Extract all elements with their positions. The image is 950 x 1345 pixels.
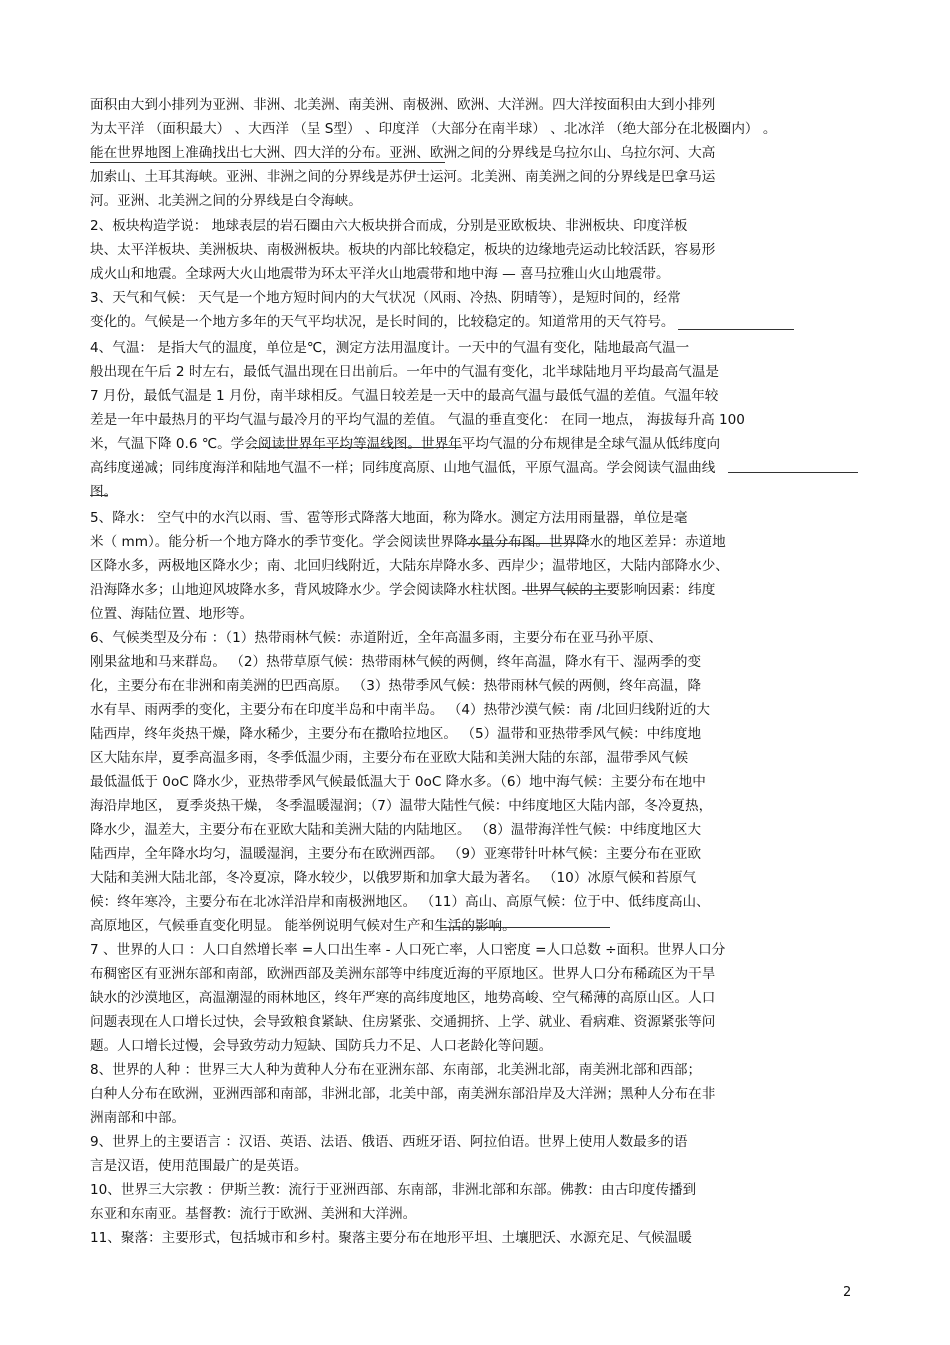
text-line: 图。: [90, 484, 118, 500]
text-line: 10、世界三大宗教 ：伊斯兰教：流行于亚洲西部、东南部，非洲北部和东部。佛教：由古印度传播到: [90, 1182, 697, 1198]
underline: [90, 495, 108, 496]
underline: [678, 329, 794, 330]
text-line: 变化的。气候是一个地方多年的天气平均状况，是长时间的，比较稳定的。知道常用的天气符号。: [90, 314, 675, 330]
text-line: 区降水多，两极地区降水少；南、北回归线附近，大陆东岸降水多、西岸少；温带地区，大陆内部降水少、: [90, 558, 729, 574]
text-line: 白种人分布在欧洲，亚洲西部和南部，非洲北部，北美中部，南美洲东部沿岸及大洋洲；黑种人分布在非: [90, 1086, 716, 1102]
text-line: 9、世界上的主要语言 ：汉语、英语、法语、俄语、西班牙语、阿拉伯语。世界上使用人数最多的语: [90, 1134, 688, 1150]
text-line: 候：终年寒冷，主要分布在北冰洋沿岸和南极洲地区。 （11）高山、高原气候：位于中、低纬度高山、: [90, 894, 710, 910]
underline: [522, 590, 612, 591]
text-line: 水有旱、雨两季的变化，主要分布在印度半岛和中南半岛。 （4）热带沙漠气候：南 /北回归线附近的大: [90, 702, 710, 718]
text-line: 能在世界地图上准确找出七大洲、四大洋的分布。亚洲、欧洲之间的分界线是乌拉尔山、乌拉尔河、大高: [90, 145, 716, 161]
text-line: 题。人口增长过慢，会导致劳动力短缺、国防兵力不足、人口老龄化等问题。: [90, 1038, 553, 1054]
text-line: 7 月份，最低气温是 1 月份，南半球相反。气温日较差是一天中的最高气温与最低气温的差值。气温年较: [90, 388, 719, 404]
text-line: 位置、海陆位置、地形等。: [90, 606, 254, 622]
text-line: 大陆和美洲大陆北部，冬冷夏凉，降水较少，以俄罗斯和加拿大最为著名。 （10）冰原气候和苔原气: [90, 870, 697, 886]
text-line: 刚果盆地和马来群岛。 （2）热带草原气候：热带雨林气候的两侧，终年高温，降水有干、湿两季的变: [90, 654, 702, 670]
text-line: 块、太平洋板块、美洲板块、南极洲板块。板块的内部比较稳定，板块的边缘地壳运动比较活跃，容易形: [90, 242, 716, 258]
text-line: 般出现在午后 2 时左右，最低气温出现在日出前后。一年中的气温有变化，北半球陆地月平均最高气温是: [90, 364, 720, 380]
text-line: 东亚和东南亚。基督教：流行于欧洲、美洲和大洋洲。: [90, 1206, 417, 1222]
text-line: 差是一年中最热月的平均气温与最冷月的平均气温的差值。 气温的垂直变化： 在同一地点， 海拔每升高 100: [90, 412, 745, 428]
text-line: 陆西岸，全年降水均匀，温暖湿润，主要分布在欧洲西部。 （9）亚寒带针叶林气候：主要分布在亚欧: [90, 846, 702, 862]
underline: [252, 447, 462, 448]
text-line: 8、世界的人种 ：世界三大人种为黄种人分布在亚洲东部、东南部，北美洲北部，南美洲北部和西部；: [90, 1062, 702, 1078]
text-line: 米，气温下降 0.6 ℃。学会阅读世界年平均等温线图。世界年平均气温的分布规律是全球气温从低纬度向: [90, 436, 721, 452]
text-line: 沿海降水多；山地迎风坡降水多，背风坡降水少。学会阅读降水柱状图。世界气候的主要影响因素：纬度: [90, 582, 716, 598]
text-line: 最低温低于 0oC 降水少，亚热带季风气候最低温大于 0oC 降水多。（6）地中海气候：主要分布在地中: [90, 774, 706, 790]
text-line: 海沿岸地区， 夏季炎热干燥， 冬季温暖湿润；（7）温带大陆性气候：中纬度地区大陆内部，冬冷夏热，: [90, 798, 713, 814]
text-line: 问题表现在人口增长过快，会导致粮食紧缺、住房紧张、交通拥挤、上学、就业、看病难、资源紧张等问: [90, 1014, 716, 1030]
text-line: 7 、世界的人口 ：人口自然增长率 =人口出生率 - 人口死亡率，人口密度 =人口总数 ÷面积。世界人口分: [90, 942, 726, 958]
text-line: 区大陆东岸，夏季高温多雨，冬季低温少雨，主要分布在亚欧大陆和美洲大陆的东部，温带季风气候: [90, 750, 689, 766]
text-line: 成火山和地震。全球两大火山地震带为环太平洋火山地震带和地中海 — 喜马拉雅山火山地震带。: [90, 266, 670, 282]
text-line: 河。亚洲、北美洲之间的分界线是白令海峡。: [90, 193, 362, 209]
underline: [90, 162, 445, 163]
text-line: 布稠密区有亚洲东部和南部，欧洲西部及美洲东部等中纬度近海的平原地区。世界人口分布稀疏区为干旱: [90, 966, 716, 982]
text-line: 面积由大到小排列为亚洲、非洲、北美洲、南美洲、南极洲、欧洲、大洋洲。四大洋按面积由大到小排列: [90, 97, 716, 113]
text-line: 加索山、土耳其海峡。亚洲、非洲之间的分界线是苏伊士运河。北美洲、南美洲之间的分界线是巴拿马运: [90, 169, 716, 185]
text-line: 2、板块构造学说： 地球表层的岩石圈由六大板块拼合而成，分别是亚欧板块、非洲板块、印度洋板: [90, 218, 688, 234]
text-line: 3、天气和气候： 天气是一个地方短时间内的大气状况（风雨、冷热、阴晴等），是短时间的，经常: [90, 290, 681, 306]
text-line: 降水少，温差大，主要分布在亚欧大陆和美洲大陆的内陆地区。 （8）温带海洋性气候：中纬度地区大: [90, 822, 702, 838]
text-line: 为太平洋 （面积最大） 、大西洋 （呈 S型） 、印度洋 （大部分在南半球） 、北冰洋 （绝大部分在北极圈内） 。: [90, 121, 777, 137]
text-line: 洲南部和中部。: [90, 1110, 186, 1126]
text-line: 米（ mm）。能分析一个地方降水的季节变化。学会阅读世界降水量分布图。世界降水的地区差异：赤道地: [90, 534, 726, 550]
text-line: 高纬度递减；同纬度海洋和陆地气温不一样；同纬度高原、山地气温低，平原气温高。学会阅读气温曲线: [90, 460, 716, 476]
text-line: 陆西岸，终年炎热干燥，降水稀少，主要分布在撒哈拉地区。 （5）温带和亚热带季风气候：中纬度地: [90, 726, 702, 742]
text-line: 11、聚落：主要形式，包括城市和乡村。聚落主要分布在地形平坦、土壤肥沃、水源充足、气候温暖: [90, 1230, 692, 1246]
underline: [728, 472, 858, 473]
text-line: 高原地区，气候垂直变化明显。 能举例说明气候对生产和生活的影响。: [90, 918, 516, 934]
text-line: 5、降水： 空气中的水汽以雨、雪、雹等形式降落大地面，称为降水。测定方法用雨量器，单位是毫: [90, 510, 688, 526]
underline: [440, 927, 610, 928]
underline: [466, 543, 586, 544]
text-line: 缺水的沙漠地区，高温潮湿的雨林地区，终年严寒的高纬度地区，地势高峻、空气稀薄的高原山区。人口: [90, 990, 716, 1006]
text-line: 6、气候类型及分布 ：（1）热带雨林气候：赤道附近，全年高温多雨，主要分布在亚马孙平原、: [90, 630, 663, 646]
text-line: 4、气温： 是指大气的温度，单位是℃，测定方法用温度计。一天中的气温有变化，陆地最高气温一: [90, 340, 690, 356]
text-line: 化，主要分布在非洲和南美洲的巴西高原。 （3）热带季风气候：热带雨林气候的两侧，终年高温，降: [90, 678, 702, 694]
text-line: 言是汉语，使用范围最广的是英语。: [90, 1158, 308, 1174]
page-number: 2: [843, 1285, 852, 1300]
